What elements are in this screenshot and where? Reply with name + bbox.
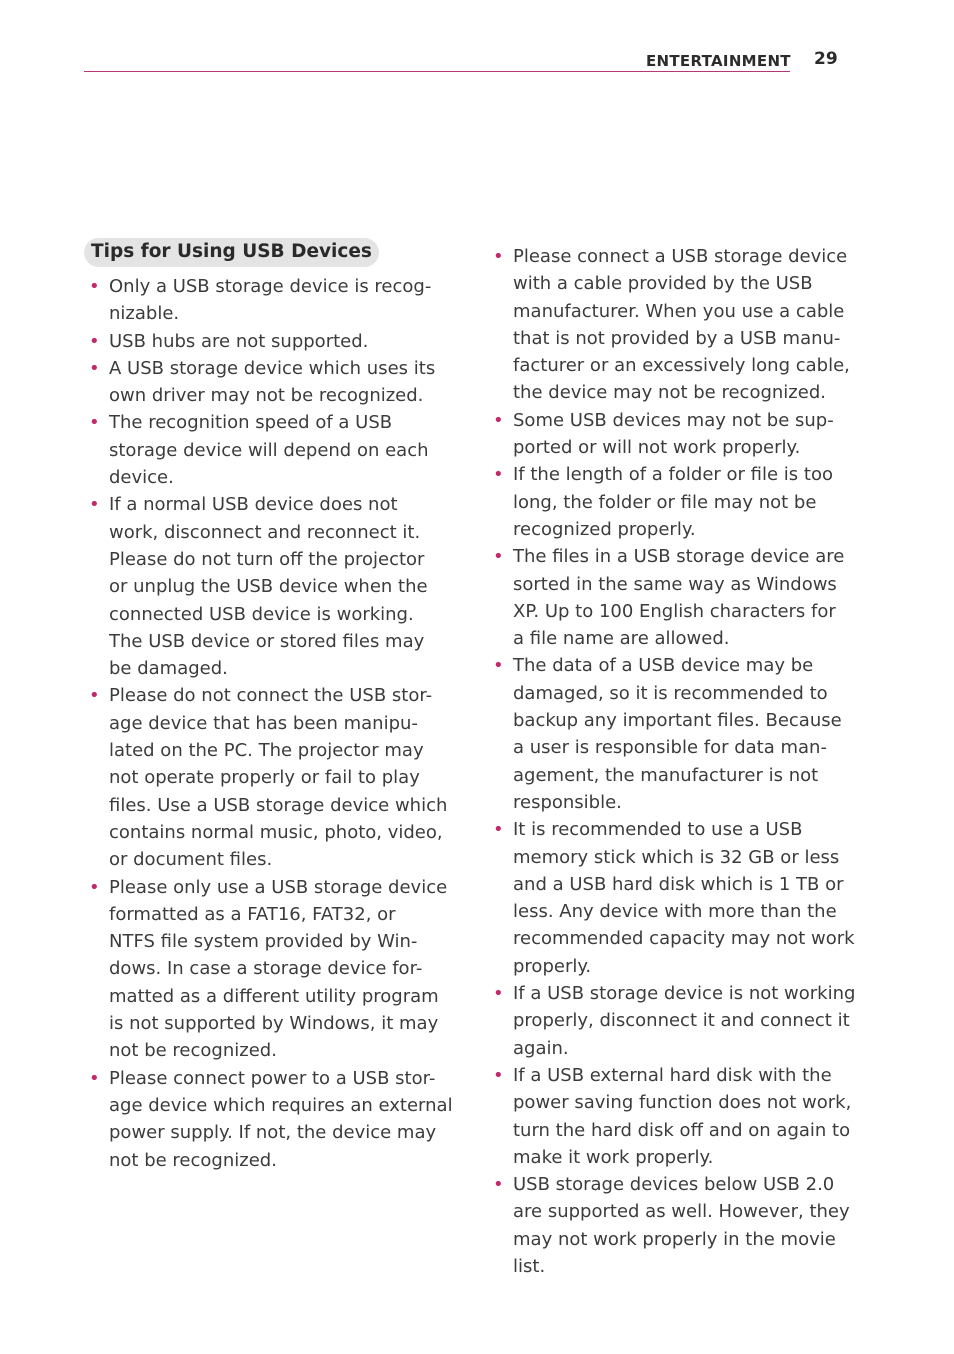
list-item-text-line: work, disconnect and reconnect it.: [109, 521, 421, 543]
right-column: [488, 243, 856, 1280]
list-item-text-line: The recognition speed of a USB: [109, 412, 393, 434]
list-item-text-line: power supply. If not, the device may: [109, 1122, 437, 1144]
list-item: [488, 543, 845, 652]
bullet-icon: •: [89, 1067, 100, 1089]
list-item-text-line: less. Any device with more than the: [513, 901, 837, 923]
list-item-text-line: connected USB device is working.: [109, 603, 414, 625]
list-item-text-line: properly.: [513, 955, 592, 977]
list-item-text-line: backup any important files. Because: [513, 710, 842, 732]
list-item-text-line: recognized properly.: [513, 518, 696, 540]
list-item-text-line: long, the folder or file may not be: [513, 491, 817, 513]
list-item-text-line: age device that has been manipu-: [109, 712, 418, 734]
list-item-text-line: Please do not connect the USB stor-: [109, 685, 433, 707]
running-header-section: ENTERTAINMENT: [646, 52, 791, 70]
list-item-text-line: If a normal USB device does not: [109, 494, 398, 516]
list-item-text-line: a user is responsible for data man-: [513, 737, 827, 759]
bullet-icon: •: [493, 819, 504, 841]
list-item: [84, 328, 444, 355]
bullet-icon: •: [493, 655, 504, 677]
list-item-text-line: USB hubs are not supported.: [109, 330, 369, 352]
list-item-text-line: a file name are allowed.: [513, 628, 730, 650]
list-item-text-line: the device may not be recognized.: [513, 382, 826, 404]
list-item: [84, 491, 444, 682]
list-item-text-line: agement, the manufacturer is not: [513, 764, 819, 786]
list-item-text-line: not operate properly or fail to play: [109, 767, 420, 789]
list-item-text-line: ported or will not work properly.: [513, 437, 801, 459]
list-item-text-line: Only a USB storage device is recog-: [109, 276, 432, 297]
left-bullet-list: [84, 273, 453, 1174]
list-item-text-line: own driver may not be recognized.: [109, 385, 424, 407]
list-item-text-line: nizable.: [109, 303, 180, 325]
list-item-text-line: contains normal music, photo, video,: [109, 821, 443, 843]
list-item-text-line: and a USB hard disk which is 1 TB or: [513, 873, 844, 895]
list-item-text-line: properly, disconnect it and connect it: [513, 1010, 850, 1032]
bullet-icon: •: [89, 330, 100, 352]
list-item-text-line: responsible.: [513, 791, 622, 813]
list-item-text-line: be damaged.: [109, 658, 228, 680]
list-item-text-line: power saving function does not work,: [513, 1092, 852, 1114]
bullet-icon: •: [89, 494, 100, 516]
list-item: [488, 816, 855, 980]
list-item: [84, 273, 444, 328]
list-item-text-line: may not work properly in the movie: [513, 1228, 836, 1250]
list-item: [84, 355, 444, 410]
list-item-text-line: or document files.: [109, 849, 273, 871]
list-item-text-line: If the length of a folder or file is too: [513, 464, 833, 486]
bullet-icon: •: [89, 412, 100, 434]
list-item-text-line: matted as a different utility program: [109, 985, 439, 1007]
list-item-text-line: facturer or an excessively long cable,: [513, 355, 850, 377]
list-item-text-line: or unplug the USB device when the: [109, 576, 428, 598]
list-item: [488, 461, 842, 543]
list-item-text-line: formatted as a FAT16, FAT32, or: [109, 903, 396, 925]
bullet-icon: •: [89, 876, 100, 898]
list-item-text-line: age device which requires an external: [109, 1094, 453, 1116]
list-item-text-line: not be recognized.: [109, 1149, 277, 1171]
list-item-text-line: not be recognized.: [109, 1040, 277, 1062]
list-item-text-line: Some USB devices may not be sup-: [513, 409, 834, 431]
list-item: [84, 682, 448, 873]
list-item-text-line: make it work properly.: [513, 1146, 714, 1168]
list-item-text-line: A USB storage device which uses its: [109, 357, 436, 379]
page-number: 29: [814, 49, 838, 69]
list-item-text-line: list.: [513, 1255, 546, 1277]
list-item-text-line: is not supported by Windows, it may: [109, 1013, 439, 1035]
list-item-text-line: XP. Up to 100 English characters for: [513, 600, 836, 622]
bullet-icon: •: [493, 1174, 504, 1196]
bullet-icon: •: [493, 246, 504, 267]
list-item-text-line: manufacturer. When you use a cable: [513, 300, 845, 322]
list-item-text-line: memory stick which is 32 GB or less: [513, 846, 840, 868]
section-heading: Tips for Using USB Devices: [84, 238, 379, 267]
list-item-text-line: that is not provided by a USB manu-: [513, 327, 841, 349]
list-item-text-line: Please connect a USB storage device: [513, 246, 848, 267]
bullet-icon: •: [493, 464, 504, 486]
header-rule: [84, 71, 790, 72]
list-item-text-line: Please do not turn off the projector: [109, 548, 425, 570]
bullet-icon: •: [89, 276, 100, 297]
list-item-text-line: with a cable provided by the USB: [513, 273, 813, 295]
list-item-text-line: The files in a USB storage device are: [513, 546, 845, 568]
list-item-text-line: again.: [513, 1037, 569, 1059]
list-item: [488, 407, 842, 462]
list-item-text-line: lated on the PC. The projector may: [109, 740, 424, 762]
list-item: [488, 1171, 850, 1280]
list-item-text-line: If a USB external hard disk with the: [513, 1064, 832, 1086]
list-item: [84, 409, 444, 491]
list-item: [488, 243, 850, 407]
list-item-text-line: USB storage devices below USB 2.0: [513, 1174, 835, 1196]
list-item-text-line: turn the hard disk off and on again to: [513, 1119, 851, 1141]
list-item-text-line: The USB device or stored files may: [109, 630, 425, 652]
list-item-text-line: storage device will depend on each: [109, 439, 429, 461]
list-item-text-line: device.: [109, 467, 174, 489]
bullet-icon: •: [89, 685, 100, 707]
list-item-text-line: Please connect power to a USB stor-: [109, 1067, 436, 1089]
list-item: [488, 980, 856, 1062]
list-item-text-line: are supported as well. However, they: [513, 1201, 850, 1223]
bullet-icon: •: [493, 546, 504, 568]
list-item-text-line: NTFS file system provided by Win-: [109, 931, 418, 953]
left-column: [84, 238, 453, 1174]
bullet-icon: •: [493, 409, 504, 431]
list-item-text-line: It is recommended to use a USB: [513, 819, 803, 841]
list-item-text-line: If a USB storage device is not working: [513, 983, 856, 1005]
list-item-text-line: files. Use a USB storage device which: [109, 794, 448, 816]
list-item-text-line: recommended capacity may not work: [513, 928, 855, 950]
right-bullet-list: [488, 243, 856, 1280]
list-item-text-line: Please only use a USB storage device: [109, 876, 448, 898]
list-item: [488, 1062, 852, 1171]
bullet-icon: •: [493, 1064, 504, 1086]
list-item-text-line: damaged, so it is recommended to: [513, 682, 828, 704]
list-item-text-line: The data of a USB device may be: [513, 655, 814, 677]
list-item: [84, 1065, 453, 1174]
list-item: [488, 652, 842, 816]
bullet-icon: •: [493, 983, 504, 1005]
list-item-text-line: sorted in the same way as Windows: [513, 573, 837, 595]
list-item-text-line: dows. In case a storage device for-: [109, 958, 423, 980]
list-item: [84, 874, 448, 1065]
bullet-icon: •: [89, 357, 100, 379]
